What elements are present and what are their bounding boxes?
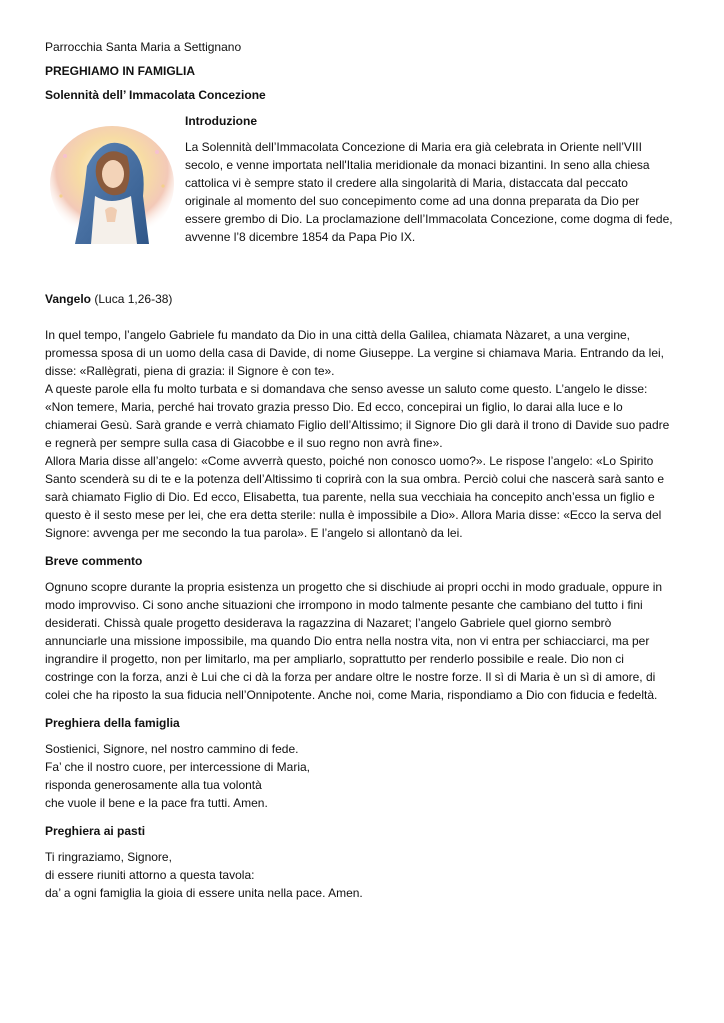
comment-line: annunciarle una missione impossibile, ma quando Dio entra nella nostra vita, non vi entra per schiacciarci, ma per [45, 634, 650, 648]
gospel-line: A queste parole ella fu molto turbata e si domandava che senso avesse un saluto come questo. L’angelo le disse: [45, 382, 648, 396]
gospel-heading [45, 290, 685, 308]
document-page [45, 38, 685, 902]
comment-heading: Breve commento [45, 554, 143, 568]
family-prayer-line: risponda generosamente alla tua volontà [45, 778, 262, 792]
comment-line: costringe con la forza, anzi è Lui che ci dà la forza per andare oltre le nostre forze. Il sì di Maria è un sì di amore, di [45, 670, 656, 684]
comment-line: modo improvviso. Ci sono anche situazioni che irrompono in modo talmente pesante che cambiano del tutto i fini [45, 598, 643, 612]
intro-text-block [185, 112, 685, 246]
gospel-line: disse: «Rallègrati, piena di grazia: il Signore è con te». [45, 364, 335, 378]
intro-line: cattolica vi è sempre stato il credere alla singolarità di Maria, distaccata dal peccato [185, 176, 628, 190]
family-prayer-text [45, 740, 685, 812]
gospel-line: promessa sposa di un uomo della casa di Davide, di nome Giuseppe. La vergine si chiamava Maria. Entrando da lei, [45, 346, 665, 360]
family-prayer-line: che vuole il bene e la pace fra tutti. Amen. [45, 796, 268, 810]
intro-line: originale al momento del suo concepimento come ad una donna preparata da Dio per [185, 194, 640, 208]
intro-line: avvenne l’8 dicembre 1854 da Papa Pio IX. [185, 230, 416, 244]
gospel-text [45, 326, 685, 542]
meal-prayer-heading: Preghiera ai pasti [45, 824, 146, 838]
gospel-line: Santo scenderà su di te e la potenza dell’Altissimo ti coprirà con la sua ombra. Perciò colui che nascerà sarà santo e [45, 472, 664, 486]
gospel-line: sarà chiamato Figlio di Dio. Ed ecco, Elisabetta, tua parente, nella sua vecchiaia ha concepito anch’essa un figlio e [45, 490, 655, 504]
intro-section [45, 112, 685, 262]
feast-subtitle: Solennità dell’ Immacolata Concezione [45, 88, 266, 102]
intro-line: secolo, e venne importata nell'Italia meridionale da monaci bizantini. In seno alla chiesa [185, 158, 650, 172]
gospel-reference: (Luca 1,26-38) [94, 292, 173, 306]
madonna-portrait-icon [47, 126, 177, 250]
comment-line: desiderati. Chissà quale progetto desiderava la ragazzina di Nazaret; l’angelo Gabriele quel giorno sembrò [45, 616, 612, 630]
comment-line: ingrandire il progetto, non per limitarlo, ma per ampliarlo, soprattutto per renderlo possibile e reale. Dio non ci [45, 652, 624, 666]
document-title: PREGHIAMO IN FAMIGLIA [45, 64, 195, 78]
comment-line: Ognuno scopre durante la propria esistenza un progetto che si dischiude ai propri occhi in modo graduale, oppure in [45, 580, 663, 594]
family-prayer-line: Fa’ che il nostro cuore, per intercessione di Maria, [45, 760, 311, 774]
meal-prayer-line: di essere riuniti attorno a questa tavola: [45, 868, 255, 882]
gospel-line: chiamerai Gesù. Sarà grande e verrà chiamato Figlio dell’Altissimo; il Signore Dio gli darà il trono di Davide suo padre [45, 418, 670, 432]
family-prayer-line: Sostienici, Signore, nel nostro cammino di fede. [45, 742, 299, 756]
parish-name: Parrocchia Santa Maria a Settignano [45, 40, 242, 54]
comment-text [45, 578, 685, 704]
intro-heading: Introduzione [185, 114, 257, 128]
gospel-line: questo è il sesto mese per lei, che era detta sterile: nulla è impossibile a Dio». Allora Maria disse: «Ecco la serva del [45, 508, 662, 522]
intro-line: essere grembo di Dio. La proclamazione dell’Immacolata Concezione, come dogma di fede, [185, 212, 673, 226]
gospel-line: «Non temere, Maria, perché hai trovato grazia presso Dio. Ed ecco, concepirai un figlio, lo darai alla luce e lo [45, 400, 623, 414]
comment-line: colei che ha riposto la sua fiducia nell’Onnipotente. Anche noi, come Maria, rispondiamo a Dio con fiducia e fedeltà. [45, 688, 658, 702]
meal-prayer-line: da’ a ogni famiglia la gioia di essere unita nella pace. Amen. [45, 886, 363, 900]
meal-prayer-text [45, 848, 685, 902]
family-prayer-heading: Preghiera della famiglia [45, 716, 180, 730]
gospel-line: e regnerà per sempre sulla casa di Giacobbe e il suo regno non avrà fine». [45, 436, 443, 450]
intro-line: La Solennità dell’Immacolata Concezione di Maria era già celebrata in Oriente nell’VIII [185, 140, 642, 154]
gospel-title: Vangelo [45, 292, 92, 306]
gospel-line: In quel tempo, l’angelo Gabriele fu mandato da Dio in una città della Galilea, chiamata Nàzaret, a una vergine, [45, 328, 631, 342]
meal-prayer-line: Ti ringraziamo, Signore, [45, 850, 172, 864]
gospel-line: Signore: avvenga per me secondo la tua parola». E l’angelo si allontanò da lei. [45, 526, 463, 540]
gospel-line: Allora Maria disse all’angelo: «Come avverrà questo, poiché non conosco uomo?». Le rispose l’angelo: «Lo Spirito [45, 454, 654, 468]
